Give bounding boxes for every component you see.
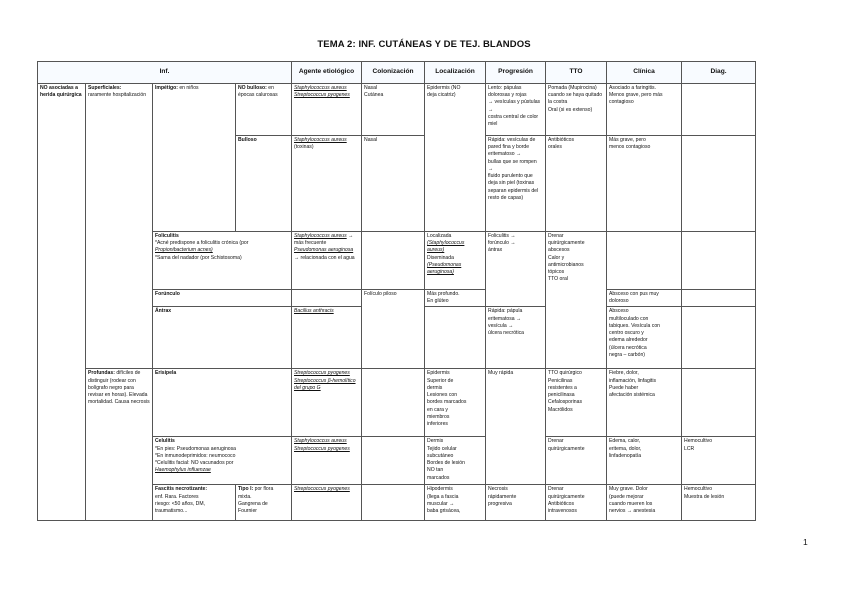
clinica-item: Asociado a faringitis.: [609, 85, 657, 91]
localizacion-item: (Staphylococcus aureus): [427, 240, 465, 254]
tto-item: intravenosos: [548, 508, 577, 515]
celulitis-note: Haemophylus influenzae: [155, 467, 211, 474]
erisipela-label: Erisipela: [155, 370, 177, 377]
fascitis-tipo-desc: mixta.: [238, 493, 252, 500]
foliculos-progresion: [486, 232, 546, 307]
header-tto: TTO: [546, 62, 607, 84]
clinica-item: Menos grave, pero más contagioso: [609, 92, 663, 106]
bulloso-label: Bulloso: [238, 137, 257, 143]
diag-item: Muestra de lesión: [684, 493, 725, 500]
clinica-item: Muy grave. Dolor: [609, 486, 648, 493]
fascitis-tipo-desc: por flora: [254, 486, 274, 493]
fascitis-agente: [292, 485, 362, 521]
fascitis-tipo-desc: Gangrena de: [238, 500, 268, 507]
row-foliculitis: [38, 232, 848, 290]
tto-item: cuando se haya quitado la costra: [548, 92, 603, 106]
no-bulloso-clinica: [607, 84, 682, 136]
fascitis-tto: [546, 485, 607, 521]
agente-item: Streptococcus pyogenes: [294, 445, 350, 452]
clinica-item: doloroso: [609, 298, 629, 305]
tto-item: resistentes a: [548, 384, 577, 391]
antrax-clinica: [607, 307, 682, 369]
tto-item: Penicilinas: [548, 377, 573, 384]
celulitis-clinica: [607, 437, 682, 485]
foliculitis-label: Foliculitis: [155, 233, 179, 239]
impetigo-cell: [153, 84, 236, 232]
localizacion-item: miembros: [427, 413, 450, 420]
localizacion-item: bordes marcados: [427, 399, 467, 406]
celulitis-localizacion: [425, 437, 486, 485]
impetigo-desc: en niños: [179, 85, 199, 91]
header-colonizacion: Colonización: [362, 62, 425, 84]
clinica-item: menos contagioso: [609, 144, 651, 151]
tto-item: Drenar: [548, 438, 564, 445]
tto-item: TTO quirúrgico: [548, 370, 582, 377]
localizacion-item: NO tan: [427, 467, 444, 474]
progresion-item: → vesículas y pústulas →: [488, 99, 541, 113]
fascitis-colonizacion: [362, 485, 425, 521]
foliculitis-note: *Acné predispone a foliculitis crónica (por: [155, 240, 249, 247]
forunculo-clinica: [607, 290, 682, 307]
clinica-item: (puede mejorar: [609, 493, 644, 500]
erisipela-agente: [292, 369, 362, 437]
foliculitis-cell: [153, 232, 292, 290]
foliculitis-diag: [682, 232, 756, 290]
localizacion-item: Lesiones con: [427, 392, 458, 399]
tto-item: Drenar: [548, 233, 564, 239]
no-bulloso-tto: [546, 84, 607, 136]
celulitis-agente: [292, 437, 362, 485]
foliculitis-note: *Sarna del nadador (por Schistosoma): [155, 254, 242, 261]
clinica-item: afectación sistémica: [609, 392, 655, 399]
localizacion-item: Diseminada: [427, 254, 454, 261]
clinica-item: eritema, dolor,: [609, 445, 642, 452]
bulloso-agente: [292, 136, 362, 232]
erisipela-cell: [153, 369, 292, 437]
agente-item: Staphylococcus aureus: [294, 233, 347, 239]
agente-item: Streptococcus pyogenes: [294, 486, 350, 493]
profundas-label: Profundas:: [88, 370, 115, 377]
clinica-item: Puede haber: [609, 384, 639, 391]
row-fascitis: [38, 485, 848, 521]
no-bulloso-label: NO bulloso:: [238, 85, 267, 91]
localizacion-item: subcutáneo: [427, 452, 454, 459]
bulloso-colonizacion: [362, 136, 425, 232]
progresion-item: ántrax: [488, 247, 503, 254]
antrax-progresion: [486, 307, 546, 369]
agente-item: Pseudomonas aeruginosa: [294, 247, 354, 254]
header-inf: Inf.: [38, 62, 292, 84]
fascitis-diag: [682, 485, 756, 521]
tto-item: Calor y: [548, 254, 565, 261]
localizacion-item: Más profundo.: [427, 291, 460, 297]
row-impetigo-no-bulloso: [38, 84, 848, 136]
fascitis-progresion: [486, 485, 546, 521]
celulitis-label: Celulitis: [155, 438, 175, 445]
rapida-progresion: [486, 369, 546, 485]
localizacion-item: Superior de: [427, 377, 454, 384]
localizacion-item: Bordes de lesión: [427, 460, 465, 467]
agente-item: Bacillus anthracis: [294, 308, 334, 315]
superficiales-cell: [86, 84, 153, 369]
clinica-item: linfadenopatía: [609, 452, 642, 459]
group-no-asociadas-label: NO asociadas a herida quirúrgica: [40, 85, 82, 99]
header-agente: Agente etiológico: [292, 62, 362, 84]
clinica-item: cuando mueren los: [609, 500, 653, 507]
clinica-item: negra – carbón): [609, 351, 645, 358]
fascitis-cell: [153, 485, 236, 521]
tto-item: Antibióticos: [548, 500, 575, 507]
celulitis-note: *En inmunodeprimidos: neumococo: [155, 452, 236, 459]
localizacion-item: deja cicatriz): [427, 92, 456, 99]
colonizacion-item: Folículo piloso: [364, 291, 397, 297]
group-no-asociadas: [38, 84, 86, 521]
fascitis-label: Fascitis necrotizante:: [155, 486, 208, 493]
clinica-item: multiloculado con: [609, 315, 649, 322]
forunculo-agente: [292, 290, 362, 307]
header-row: [38, 62, 848, 84]
foliculitis-agente: [292, 232, 362, 290]
tto-item: quirúrgicamente: [548, 493, 585, 500]
bulloso-tto: [546, 136, 607, 232]
foliculos-tto: [546, 232, 607, 369]
header-progresion: Progresión: [486, 62, 546, 84]
agente-item: Staphylococcus aureus: [294, 137, 347, 143]
progresion-item: vesícula →: [488, 322, 514, 329]
agente-item: Staphylococcus aureus: [294, 438, 347, 445]
agente-note: → relacionada con el agua: [294, 254, 355, 261]
diag-item: LCR: [684, 445, 695, 452]
no-bulloso-agente: [292, 84, 362, 136]
fascitis-tipo-cell: [236, 485, 292, 521]
agente-item: Streptococcus β-hemolítico del grupo G: [294, 377, 356, 391]
antrax-cell: [153, 307, 292, 369]
erisipela-tto: [546, 369, 607, 437]
celulitis-colonizacion: [362, 437, 425, 485]
fascitis-desc: enf. Rara. Factores: [155, 493, 199, 500]
progresion-item: Rápida: pápula: [488, 308, 523, 315]
clinica-item: inflamación, linfagitis: [609, 377, 657, 384]
erisipela-clinica: [607, 369, 682, 437]
localizacion-item: Hipodermis: [427, 486, 453, 493]
header-localizacion: Localización: [425, 62, 486, 84]
progresion-item: Foliculitis →: [488, 233, 516, 239]
no-bulloso-desc: en épocas calurosas: [238, 85, 278, 99]
localizacion-item: baba grisácea,: [427, 508, 461, 515]
localizacion-item: marcados: [427, 474, 450, 481]
tto-item: quirúrgicamente: [548, 240, 585, 247]
clinica-item: tabiques. Vesícula con: [609, 322, 660, 329]
fascitis-desc: traumatismo...: [155, 508, 188, 515]
profundas-desc: difíciles de distinguir (rodear con bolígrafo negro para revisar en horas). Elevada mortalidad. Causa necrosis: [88, 370, 150, 406]
fascitis-tipo-desc: Fournier: [238, 508, 257, 515]
celulitis-cell: [153, 437, 292, 485]
localizacion-item: Tejido celular: [427, 445, 457, 452]
forunculo-localizacion: [425, 290, 486, 307]
localizacion-item: dermis: [427, 384, 443, 391]
localizacion-item: Dermis: [427, 438, 444, 445]
progresion-item: bullas que se rompen →: [488, 158, 537, 172]
row-forunculo: [38, 290, 848, 307]
fascitis-desc: riesgo: <50 años, DM,: [155, 500, 205, 507]
antrax-localizacion: [425, 307, 486, 369]
progresion-item: úlcera necrótica: [488, 330, 524, 337]
progresion-item: eritematosa →: [488, 315, 522, 322]
progresion-item: Rápida: vesículas de pared fina y borde eritematoso →: [488, 137, 536, 158]
forunculo-label: Forúnculo: [155, 291, 180, 297]
page-number: 1: [803, 537, 808, 547]
progresion-item: forúnculo →: [488, 240, 516, 247]
tto-item: Macrólidos: [548, 406, 573, 413]
localizacion-item: Epidermis: [427, 370, 450, 377]
header-diag: Diag.: [682, 62, 756, 84]
row-celulitis: [38, 437, 848, 485]
foliculitis-localizacion: [425, 232, 486, 290]
tto-item: penicilinasa: [548, 392, 575, 399]
no-bulloso-colonizacion: [362, 84, 425, 136]
tto-item: TTO oral: [548, 276, 569, 283]
celulitis-diag: [682, 437, 756, 485]
foliculitis-clinica: [607, 232, 682, 290]
bulloso-progresion: [486, 136, 546, 232]
progresion-item: Muy rápida: [488, 370, 514, 377]
superficiales-desc: raramente hospitalización: [88, 92, 147, 99]
progresion-item: costra central de color miel: [488, 113, 539, 128]
forunculo-diag: [682, 290, 756, 307]
superficiales-label: Superficiales:: [88, 85, 122, 91]
colonizacion-item: Nasal: [364, 85, 378, 91]
impetigo-localizacion: [425, 84, 486, 232]
no-bulloso-progresion: [486, 84, 546, 136]
foliculos-colonizacion: [362, 290, 425, 369]
erisipela-colonizacion: [362, 369, 425, 437]
foliculitis-note: Propionibacterium acnes): [155, 247, 213, 254]
celulitis-note: *Celulitis facial: NO vacunados por: [155, 460, 234, 467]
tto-item: tópicos: [548, 269, 565, 276]
antrax-agente: [292, 307, 362, 369]
localizacion-item: (Pseudomonas aeruginosa): [427, 261, 462, 276]
clinica-item: Más grave, pero: [609, 137, 646, 143]
agente-note: → más frecuente: [294, 233, 354, 247]
bulloso-cell: [236, 136, 292, 232]
fascitis-localizacion: [425, 485, 486, 521]
fascitis-clinica: [607, 485, 682, 521]
clinica-item: Absceso: [609, 308, 629, 315]
progresion-item: rápidamente: [488, 493, 517, 500]
bulloso-diag: [682, 136, 756, 232]
agente-suffix: (toxinas): [294, 144, 314, 151]
localizacion-item: En glúteo: [427, 298, 449, 305]
antrax-label: Ántrax: [155, 308, 172, 315]
forunculo-cell: [153, 290, 292, 307]
localizacion-item: Epidermis (NO: [427, 85, 461, 91]
tto-item: antimicrobianos: [548, 261, 584, 268]
diag-item: Hemocultivo: [684, 438, 713, 445]
clinica-item: (úlcera necrótica: [609, 344, 647, 351]
progresion-item: fluido purulento que deja sin piel (toxinas separan epidermis del resto de capas): [488, 173, 539, 201]
tto-item: Cefalosporinas: [548, 399, 582, 406]
clinica-item: edema alrededor: [609, 337, 648, 344]
localizacion-item: muscular →: [427, 500, 455, 507]
no-bulloso-diag: [682, 84, 756, 136]
localizacion-item: en cara y: [427, 406, 448, 413]
erisipela-diag: [682, 369, 756, 437]
tto-item: Oral (si es extenso): [548, 106, 593, 113]
diag-item: Hemocultivo: [684, 486, 713, 493]
header-clinica: Clínica: [607, 62, 682, 84]
profundas-cell: [86, 369, 153, 521]
clinica-item: centro oscuro y: [609, 330, 644, 337]
clinica-item: nervios → anestesia: [609, 508, 656, 515]
clinica-item: Fiebre, dolor,: [609, 370, 639, 377]
tto-item: orales: [548, 144, 562, 151]
celulitis-note: *En pies: Pseudomonas aeruginosa: [155, 445, 236, 452]
row-erisipela: [38, 369, 848, 437]
agente-item: Streptococcus pyogenes: [294, 92, 350, 99]
tto-item: Drenar: [548, 486, 564, 493]
clinica-item: Absceso con pus muy: [609, 291, 659, 297]
tto-item: quirúrgicamente: [548, 445, 585, 452]
infections-table: [37, 61, 848, 521]
tto-item: abscesos: [548, 247, 570, 254]
fascitis-tipo-label: Tipo I:: [238, 486, 254, 493]
localizacion-item: (llega a fascia: [427, 493, 459, 500]
colonizacion-item: Nasal: [364, 137, 378, 143]
tto-item: Pomada (Mupirocina): [548, 85, 597, 91]
erisipela-localizacion: [425, 369, 486, 437]
document-title: TEMA 2: INF. CUTÁNEAS Y DE TEJ. BLANDOS: [317, 39, 531, 50]
tto-item: Antibióticos: [548, 137, 575, 143]
antrax-diag: [682, 307, 756, 369]
colonizacion-item: Cutánea: [364, 92, 384, 99]
progresion-item: progresiva: [488, 500, 512, 507]
impetigo-label: Impétigo:: [155, 85, 178, 91]
row-antrax: [38, 307, 848, 369]
localizacion-item: Localizada: [427, 233, 452, 239]
progresion-item: Necrosis: [488, 486, 508, 493]
clinica-item: Edema, calor,: [609, 438, 641, 445]
progresion-item: Lento: pápulas dolorosas y rojas: [488, 85, 527, 99]
no-bulloso-cell: [236, 84, 292, 136]
agente-item: Streptococcus pyogenes: [294, 370, 350, 377]
agente-item: Staphylococcus aureus: [294, 85, 347, 91]
bulloso-clinica: [607, 136, 682, 232]
localizacion-item: inferiores: [427, 420, 448, 427]
foliculitis-colonizacion: [362, 232, 425, 290]
celulitis-tto: [546, 437, 607, 485]
